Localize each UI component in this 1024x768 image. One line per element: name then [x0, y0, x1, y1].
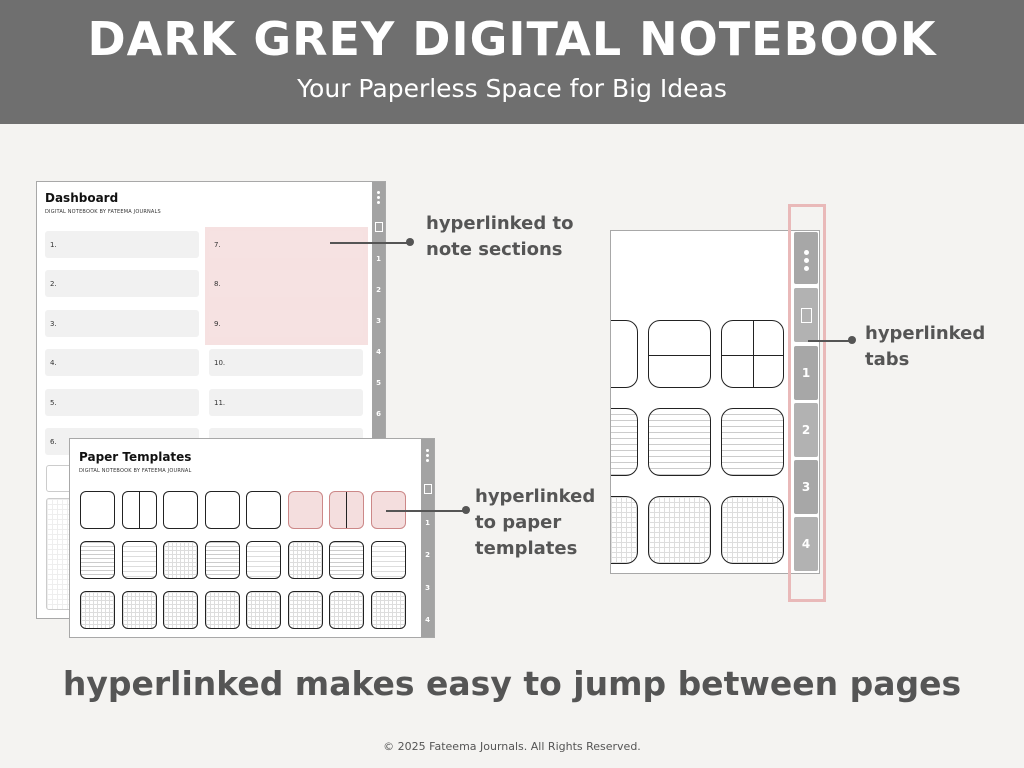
- dashboard-section-7[interactable]: 7.: [209, 231, 363, 258]
- dashboard-tab-4[interactable]: 4: [376, 348, 381, 356]
- dashboard-tab-6[interactable]: 6: [376, 410, 381, 418]
- pointer-line-tabs: [808, 340, 852, 342]
- menu-dots-icon: [804, 250, 809, 255]
- annotation-line: note sections: [426, 239, 563, 260]
- template-tile[interactable]: [80, 541, 115, 579]
- annotation-line: hyperlinked: [475, 486, 596, 507]
- templates-tab-3[interactable]: 3: [425, 584, 430, 592]
- template-tile[interactable]: [80, 591, 115, 629]
- dashboard-tab-1[interactable]: 1: [376, 255, 381, 263]
- dashboard-section-9[interactable]: 9.: [209, 310, 363, 337]
- template-tile[interactable]: [246, 541, 281, 579]
- template-tile[interactable]: [329, 541, 364, 579]
- dashboard-section-5[interactable]: 5.: [45, 389, 199, 416]
- annotation-line: templates: [475, 538, 578, 559]
- template-tile[interactable]: [205, 541, 240, 579]
- tab-number: 1: [801, 366, 811, 380]
- menu-dots-icon: [804, 258, 809, 263]
- annotation-line: hyperlinked to: [426, 213, 574, 234]
- templates-subtitle: DIGITAL NOTEBOOK BY FATEEMA JOURNAL: [79, 468, 192, 474]
- zoomed-template-tile[interactable]: [610, 496, 638, 564]
- zoomed-template-tile[interactable]: [648, 320, 711, 388]
- paper-templates-page: [69, 438, 435, 638]
- template-tile[interactable]: [371, 591, 406, 629]
- template-tile[interactable]: [246, 591, 281, 629]
- tab-number: 3: [801, 480, 811, 494]
- dashboard-section-11[interactable]: 11.: [209, 389, 363, 416]
- template-tile[interactable]: [288, 591, 323, 629]
- index-tab-icon: [801, 308, 812, 323]
- index-tab-icon[interactable]: [375, 222, 383, 232]
- template-tile[interactable]: [288, 541, 323, 579]
- dashboard-tab-3[interactable]: 3: [376, 317, 381, 325]
- banner-subtitle: Your Paperless Space for Big Ideas: [297, 74, 727, 103]
- dashboard-section-10[interactable]: 10.: [209, 349, 363, 376]
- big-tab-3[interactable]: [794, 460, 818, 514]
- templates-tab-4[interactable]: 4: [425, 616, 430, 624]
- template-tile[interactable]: [288, 491, 323, 529]
- pointer-line-sections: [330, 242, 410, 244]
- template-tile[interactable]: [122, 541, 157, 579]
- pointer-dot-sections: [406, 238, 414, 246]
- index-tab-icon[interactable]: [424, 484, 432, 494]
- menu-dots-icon[interactable]: [426, 449, 429, 452]
- pointer-dot-tabs: [848, 336, 856, 344]
- menu-dots-icon[interactable]: [426, 459, 429, 462]
- dashboard-section-8[interactable]: 8.: [209, 270, 363, 297]
- zoomed-template-tile[interactable]: [721, 320, 784, 388]
- template-tile[interactable]: [122, 591, 157, 629]
- template-tile[interactable]: [163, 491, 198, 529]
- annotation-line: to paper: [475, 512, 562, 533]
- copyright-text: © 2025 Fateema Journals. All Rights Reserved.: [383, 740, 641, 753]
- template-tile[interactable]: [371, 541, 406, 579]
- banner-title: DARK GREY DIGITAL NOTEBOOK: [87, 12, 937, 66]
- templates-tab-1[interactable]: 1: [425, 519, 430, 527]
- annotation-line: tabs: [865, 349, 910, 370]
- menu-dots-icon[interactable]: [377, 191, 380, 194]
- zoomed-template-tile[interactable]: [721, 408, 784, 476]
- annotation-note-sections: [426, 211, 574, 263]
- tab-number: 4: [801, 537, 811, 551]
- big-tab-1[interactable]: [794, 346, 818, 400]
- dashboard-tab-2[interactable]: 2: [376, 286, 381, 294]
- big-tab-4[interactable]: [794, 517, 818, 571]
- zoomed-template-tile[interactable]: [721, 496, 784, 564]
- dashboard-subtitle: DIGITAL NOTEBOOK BY FATEEMA JOURNALS: [45, 209, 161, 215]
- menu-dots-icon[interactable]: [377, 196, 380, 199]
- zoomed-template-tile[interactable]: [648, 496, 711, 564]
- pointer-line-templates: [386, 510, 466, 512]
- menu-dots-icon[interactable]: [426, 454, 429, 457]
- template-tile[interactable]: [122, 491, 157, 529]
- menu-tab[interactable]: [794, 232, 818, 284]
- templates-title: Paper Templates: [79, 450, 192, 464]
- template-tile[interactable]: [80, 491, 115, 529]
- dashboard-title: Dashboard: [45, 191, 119, 205]
- zoomed-tab-column: [794, 232, 818, 572]
- pointer-dot-templates: [462, 506, 470, 514]
- template-tile[interactable]: [205, 491, 240, 529]
- zoomed-template-tile[interactable]: [648, 408, 711, 476]
- big-tab-2[interactable]: [794, 403, 818, 457]
- footer-headline: hyperlinked makes easy to jump between pages: [62, 664, 962, 703]
- dashboard-section-4[interactable]: 4.: [45, 349, 199, 376]
- dashboard-section-2[interactable]: 2.: [45, 270, 199, 297]
- template-tile[interactable]: [163, 541, 198, 579]
- templates-tab-column: [421, 439, 434, 637]
- dashboard-section-6[interactable]: 6.: [45, 428, 199, 455]
- template-tile[interactable]: [246, 491, 281, 529]
- index-tab[interactable]: [794, 288, 818, 342]
- tab-number: 2: [801, 423, 811, 437]
- dashboard-section-3[interactable]: 3.: [45, 310, 199, 337]
- template-tile[interactable]: [163, 591, 198, 629]
- annotation-paper-templates: [475, 484, 595, 562]
- template-tile[interactable]: [205, 591, 240, 629]
- dashboard-tab-5[interactable]: 5: [376, 379, 381, 387]
- template-tile[interactable]: [329, 591, 364, 629]
- template-tile[interactable]: [329, 491, 364, 529]
- header-banner: [0, 0, 1024, 124]
- annotation-tabs: [865, 321, 985, 373]
- menu-dots-icon: [804, 266, 809, 271]
- templates-tab-2[interactable]: 2: [425, 551, 430, 559]
- zoomed-template-tile[interactable]: [610, 408, 638, 476]
- zoomed-template-tile[interactable]: [610, 320, 638, 388]
- menu-dots-icon[interactable]: [377, 201, 380, 204]
- dashboard-section-1[interactable]: 1.: [45, 231, 199, 258]
- annotation-line: hyperlinked: [865, 323, 986, 344]
